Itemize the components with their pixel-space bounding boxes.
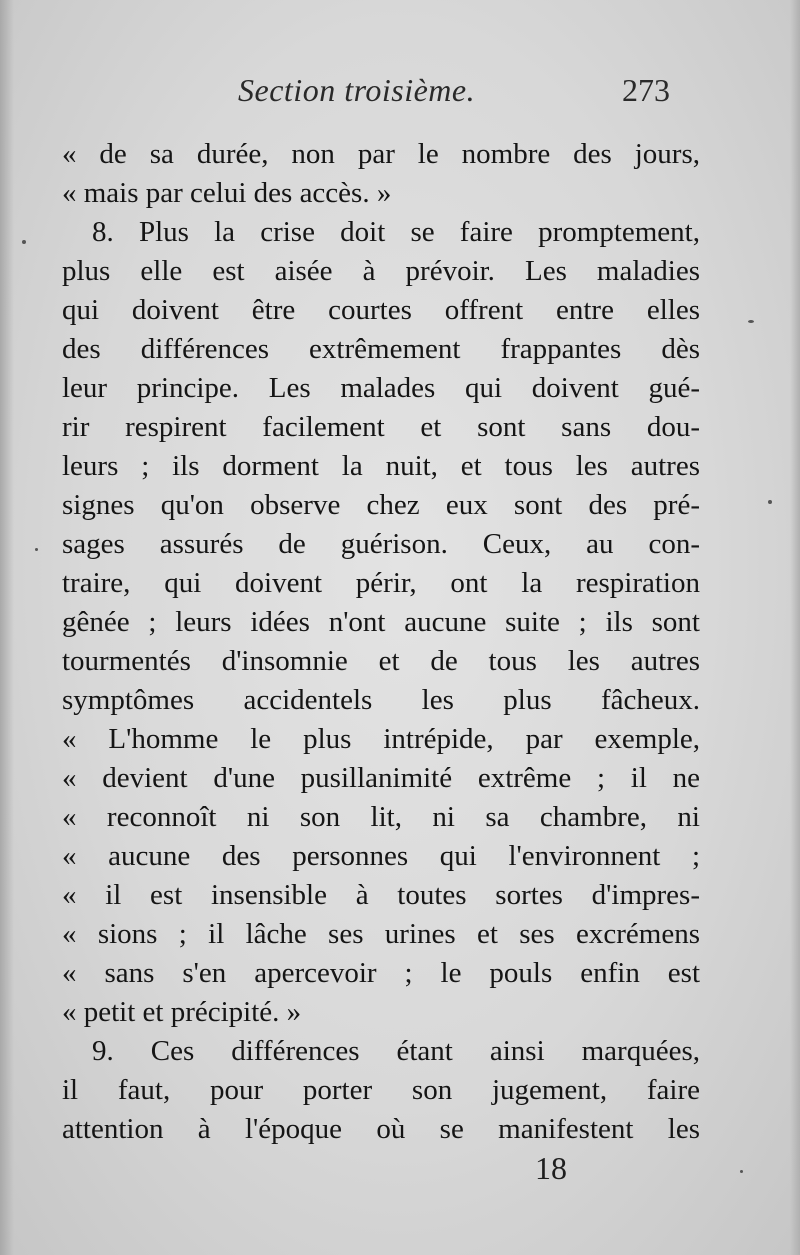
text-line: rir respirent facilement et sont sans dou- [62,411,700,443]
text-line: tourmentés d'insomnie et de tous les autres [62,645,700,677]
signature-mark: 18 [535,1150,567,1186]
running-title: Section troisième. [238,72,476,108]
paper-speck [768,500,772,504]
text-line: « sions ; il lâche ses urines et ses excrémens [62,918,700,950]
text-line: plus elle est aisée à prévoir. Les maladies [62,255,700,287]
paper-speck [35,548,38,551]
paper-speck [748,320,754,323]
text-line: traire, qui doivent périr, ont la respiration [62,567,700,599]
text-line: symptômes accidentels les plus fâcheux. [62,684,700,716]
text-line: « mais par celui des accès. » [62,177,392,209]
text-line: « reconnoît ni son lit, ni sa chambre, ni [62,801,700,833]
text-line: qui doivent être courtes offrent entre elles [62,294,700,326]
text-line: des différences extrêmement frappantes dès [62,333,700,365]
text-line: sages assurés de guérison. Ceux, au con- [62,528,700,560]
text-line: leur principe. Les malades qui doivent gué- [62,372,700,404]
text-line: attention à l'époque où se manifestent les [62,1113,700,1145]
text-line: gênée ; leurs idées n'ont aucune suite ; ils sont [62,606,700,638]
text-line: « il est insensible à toutes sortes d'impres- [62,879,700,911]
text-line: « de sa durée, non par le nombre des jours, [62,138,700,170]
text-line: 8. Plus la crise doit se faire promptement, [92,216,700,248]
paper-speck [22,240,26,244]
text-line: « L'homme le plus intrépide, par exemple, [62,723,700,755]
text-line: « devient d'une pusillanimité extrême ; il ne [62,762,700,794]
text-line: « sans s'en apercevoir ; le pouls enfin est [62,957,700,989]
paper-speck [740,1170,743,1173]
text-line: 9. Ces différences étant ainsi marquées, [92,1035,700,1067]
page-number: 273 [622,72,670,108]
text-line: leurs ; ils dorment la nuit, et tous les autres [62,450,700,482]
text-line: il faut, pour porter son jugement, faire [62,1074,700,1106]
text-line: « petit et précipité. » [62,996,302,1028]
text-line: « aucune des personnes qui l'environnent ; [62,840,700,872]
text-line: signes qu'on observe chez eux sont des pré- [62,489,700,521]
